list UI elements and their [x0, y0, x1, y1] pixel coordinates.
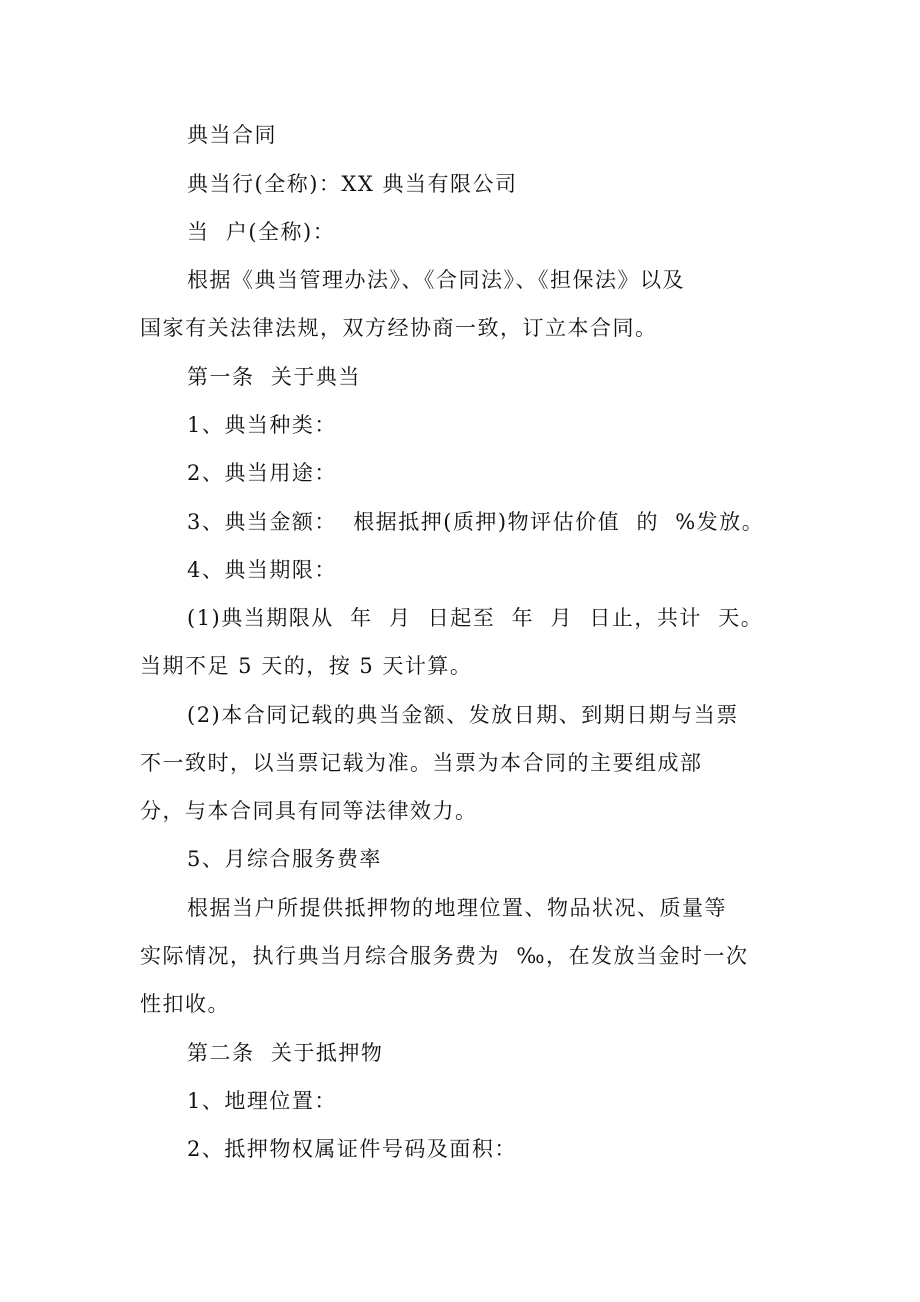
article-2-item-1: 1、地理位置：	[187, 1089, 337, 1113]
article-1-item-1: 1、典当种类：	[187, 413, 337, 437]
preamble-line-2: 国家有关法律法规，双方经协商一致，订立本合同。	[140, 316, 658, 340]
article-2-item-2: 2、抵押物权属证件号码及面积：	[187, 1137, 517, 1161]
article-1-item-2: 2、典当用途：	[187, 461, 337, 485]
article-1-heading: 第一条 关于典当	[187, 365, 361, 389]
pawner-line: 当 户(全称)：	[187, 220, 336, 244]
term-clause-2-line-2: 不一致时，以当票记载为准。当票为本合同的主要组成部	[140, 751, 703, 775]
fee-paragraph-line-2: 实际情况，执行典当月综合服务费为 ‰，在发放当金时一次	[140, 944, 749, 968]
term-clause-2-line-3: 分，与本合同具有同等法律效力。	[140, 799, 478, 823]
article-2-heading: 第二条 关于抵押物	[187, 1041, 384, 1065]
article-1-item-5: 5、月综合服务费率	[187, 847, 382, 871]
term-clause-1-line-1: (1)典当期限从 年 月 日起至 年 月 日止，共计 天。	[187, 606, 764, 630]
preamble-line-1: 根据《典当管理办法》、《合同法》、《担保法》以及	[187, 268, 685, 292]
document-title: 典当合同	[187, 123, 277, 147]
article-1-item-4: 4、典当期限：	[187, 558, 337, 582]
article-1-item-3: 3、典当金额： 根据抵押(质押)物评估价值 的 %发放。	[187, 510, 765, 534]
term-clause-1-line-2: 当期不足 5 天的，按 5 天计算。	[140, 654, 473, 678]
fee-paragraph-line-1: 根据当户所提供抵押物的地理位置、物品状况、质量等	[187, 896, 727, 920]
term-clause-2-line-1: (2)本合同记载的典当金额、发放日期、到期日期与当票	[187, 703, 739, 727]
fee-paragraph-line-3: 性扣收。	[140, 992, 230, 1016]
pawnshop-line: 典当行(全称)：XX 典当有限公司	[187, 172, 518, 196]
